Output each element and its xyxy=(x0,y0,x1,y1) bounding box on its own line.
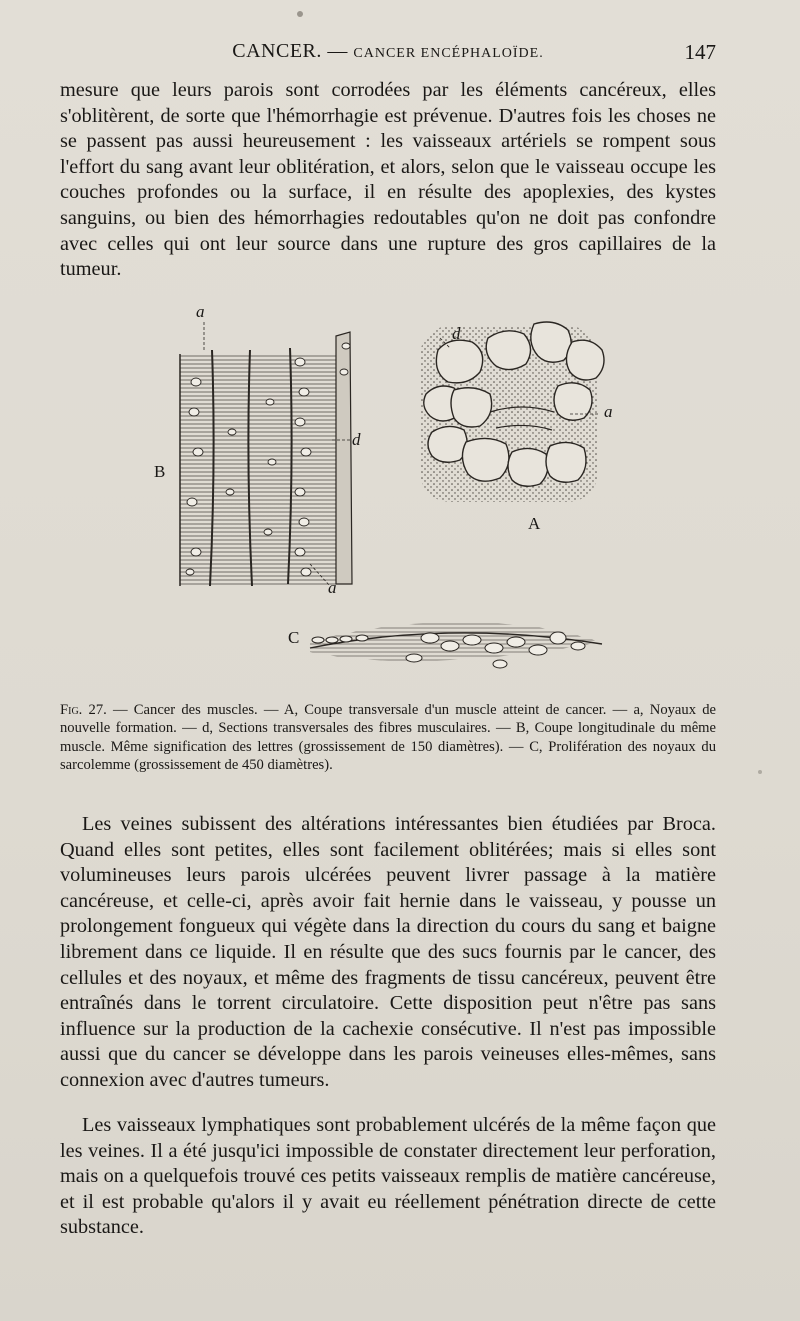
caption-text: — Cancer des muscles. — A, Coupe transversale d'un muscle atteint de cancer. — a, Noyaux de nouvelle formation. — d, Sections transversales des fibres musculaires. — B, Coupe longitudinale du même muscle. Même signification des lettres (grossissement de 150 diamètres). — C, Prolifération des noyaux du sarcolemme (grossissement de 450 diamètres). xyxy=(60,702,716,774)
panel-a-transverse-section xyxy=(420,322,604,502)
panel-b-longitudinal-section xyxy=(180,322,352,586)
header-dash: — xyxy=(327,40,348,62)
label-a-top: a xyxy=(196,302,205,321)
paragraph-lymphatics: Les vaisseaux lymphatiques sont probablement ulcérés de la même façon que les veines. Il a été jusqu'ici impossible de constater directement leur perforation, mais on a quelquefois trouvé ces petits vaisseaux remplis de matière cancéreuse, et il est probable qu'alors il y avait eu réellement pénétration directe de cette substance. xyxy=(60,1114,716,1239)
paragraph-veins: Les veines subissent des altérations intéressantes bien étudiées par Broca. Quand elles sont petites, elles sont facilement oblitérées; mais si elles sont volumineuses leurs parois ulcérées peuvent livrer passage à la matière cancéreuse, et celle-ci, après avoir fait hernie dans le vaisseau, y pousse un prolongement fongueux qui végète dans la direction du cours du sang et baigne librement dans ce liquide. Il en résulte que des sucs fournis par le cancer, des cellules et des noyaux, et même des fragments de tissu cancéreux, peuvent être entraînés dans le torrent circulatoire. Cette disposition peut n'être pas sans influence sur la production de la cachexie consécutive. Il n'est pas impossible aussi que du cancer se développe dans les parois veineuses elles-mêmes, sans connexion avec d'autres tumeurs. xyxy=(60,813,716,1091)
page-number: 147 xyxy=(684,40,716,64)
label-a-bottom: a xyxy=(328,578,337,597)
caption-figure-number: Fig. 27. xyxy=(60,702,107,718)
running-title xyxy=(60,40,716,63)
paragraph-hemorrhage: mesure que leurs parois sont corrodées par les éléments cancéreux, elles s'oblitèrent, de sorte que l'hémorrhagie est prévenue. D'autres fois les choses ne se passent pas aussi heureusement : les vaisseaux artériels se rompent sous l'effort du sang avant leur oblitération, et alors, selon que le vaisseau occupe les couches profondes ou la surface, il en résulte des apoplexies, des kystes sanguins, ou bien des hémorrhagies redoutables qu'on ne doit pas confondre avec celles qui ont leur source dans une rupture des gros capillaires de la tumeur. xyxy=(60,79,716,281)
figure-illustration xyxy=(150,302,640,700)
label-a-right: a xyxy=(604,402,613,421)
section-title: CANCER ENCÉPHALOÏDE. xyxy=(353,46,544,61)
chapter-title: CANCER. xyxy=(232,40,322,62)
running-header xyxy=(60,40,716,74)
label-panel-b: B xyxy=(154,462,166,481)
figure-27 xyxy=(150,302,640,700)
label-panel-a: A xyxy=(528,514,541,533)
panel-c-proliferation xyxy=(310,622,602,668)
label-d-a: d xyxy=(452,324,461,343)
label-panel-c: C xyxy=(288,628,300,647)
figure-caption xyxy=(60,701,716,775)
label-d-b: d xyxy=(352,430,361,449)
